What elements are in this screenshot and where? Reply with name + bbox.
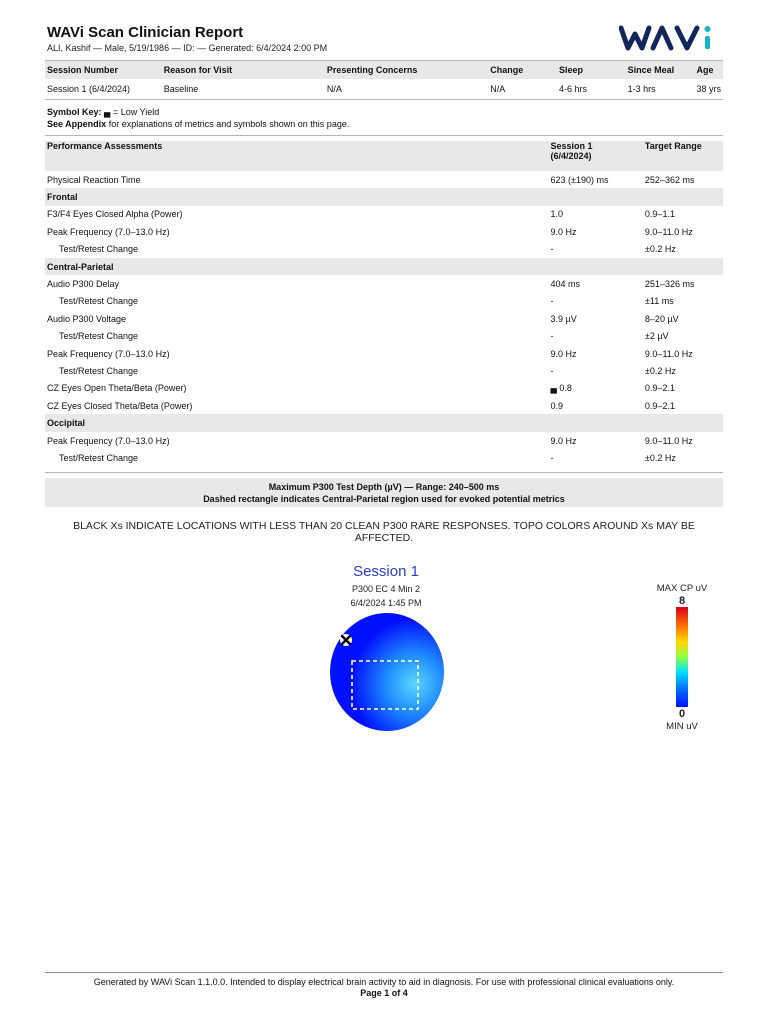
symbol-key-text: = Low Yield	[112, 107, 160, 117]
footer	[45, 977, 723, 999]
table-row	[45, 449, 723, 466]
table-row	[45, 380, 723, 397]
table-row	[45, 171, 723, 188]
target-range: 0.9–1.1	[644, 209, 675, 220]
scale-min: 0	[678, 708, 686, 720]
symbol-key-label: Symbol Key:	[47, 107, 102, 117]
target-range: 0.9–2.1	[644, 400, 675, 411]
session-value: -	[550, 331, 554, 342]
metric-name: Peak Frequency (7.0–13.0 Hz)	[47, 226, 170, 237]
head-outline	[330, 613, 444, 731]
page-number: Page 1 of 4	[360, 988, 408, 998]
session-value: 404 ms	[550, 279, 581, 290]
target-range: 9.0–11.0 Hz	[644, 226, 693, 237]
metric-name: CZ Eyes Open Theta/Beta (Power)	[47, 383, 187, 394]
table-row	[45, 79, 723, 100]
target-range: 9.0–11.0 Hz	[644, 348, 693, 359]
target-range: ±0.2 Hz	[644, 244, 676, 255]
topomap-datetime: 6/4/2024 1:45 PM	[350, 598, 422, 608]
col-sleep: Sleep	[557, 61, 626, 80]
caption-line-2: Dashed rectangle indicates Central-Parietal region used for evoked potential metrics	[203, 494, 565, 504]
table-row	[45, 223, 723, 240]
table-row	[45, 397, 723, 414]
metric-name: Audio P300 Voltage	[47, 313, 127, 324]
col-session-line2: (6/4/2024)	[550, 151, 592, 161]
cell-sleep: 4-6 hrs	[557, 79, 626, 100]
session-value: -	[550, 244, 554, 255]
topomap-condition: P300 EC 4 Min 2	[351, 584, 421, 594]
metric-name: Test/Retest Change	[59, 365, 139, 376]
target-range: ±11 ms	[644, 296, 674, 307]
scale-max: 8	[678, 595, 686, 607]
appendix-label: See Appendix	[47, 119, 107, 129]
session-value: -	[550, 452, 554, 463]
cell-age: 38 yrs	[694, 79, 723, 100]
table-row	[45, 293, 723, 310]
metric-name: Central-Parietal	[45, 258, 549, 275]
col-concerns: Presenting Concerns	[325, 61, 488, 80]
divider	[45, 135, 723, 136]
session-summary-table	[45, 60, 723, 100]
performance-table	[45, 141, 723, 467]
section-row	[45, 188, 723, 205]
target-range: 0.9–2.1	[644, 383, 675, 394]
col-age: Age	[694, 61, 723, 80]
session-value: 3.9 µV	[550, 313, 577, 324]
divider	[45, 472, 723, 473]
session-value: 623 (±190) ms	[550, 174, 609, 185]
cell-session: Session 1 (6/4/2024)	[45, 79, 162, 100]
cell-change: N/A	[488, 79, 557, 100]
report-page	[45, 0, 723, 1024]
section-row	[45, 414, 723, 431]
col-since-meal: Since Meal	[626, 61, 695, 80]
cell-since-meal: 1-3 hrs	[626, 79, 695, 100]
table-row	[45, 432, 723, 449]
footer-divider	[45, 972, 723, 973]
table-row	[45, 241, 723, 258]
metric-name: Peak Frequency (7.0–13.0 Hz)	[47, 348, 170, 359]
appendix-text: for explanations of metrics and symbols shown on this page.	[108, 119, 350, 129]
session-value: -	[550, 296, 554, 307]
session-value: 9.0 Hz	[550, 226, 577, 237]
patient-info: ALI, Kashif — Male, 5/19/1986 — ID: — Generated: 6/4/2024 2:00 PM	[47, 43, 328, 53]
metric-name: Test/Retest Change	[59, 244, 139, 255]
col-change: Change	[488, 61, 557, 80]
target-range	[643, 258, 723, 275]
target-range: ±0.2 Hz	[644, 365, 676, 376]
topomap-caption	[45, 478, 723, 507]
col-session-line1: Session 1	[550, 141, 593, 151]
metric-name: Frontal	[45, 188, 549, 205]
target-range: 251–326 ms	[644, 279, 695, 290]
col-session-number: Session Number	[45, 61, 162, 80]
table-row	[45, 310, 723, 327]
session-value	[549, 258, 643, 275]
table-row	[45, 328, 723, 345]
target-range: 9.0–11.0 Hz	[644, 435, 693, 446]
table-row	[45, 275, 723, 292]
target-range: ±2 µV	[644, 331, 669, 342]
footer-disclaimer: Generated by WAVi Scan 1.1.0.0. Intended to display electrical brain activity to aid in diagnosis. For use with professional clinical evaluations only.	[93, 977, 675, 987]
target-range: 252–362 ms	[644, 174, 695, 185]
session-value: 0.9	[550, 400, 564, 411]
cell-concerns: N/A	[325, 79, 488, 100]
session-value	[549, 414, 643, 431]
scale-min-label: MIN uV	[666, 721, 698, 732]
metric-name: Test/Retest Change	[59, 296, 139, 307]
session-value: 1.0	[550, 209, 564, 220]
p300-topomap	[329, 612, 445, 732]
table-row	[45, 362, 723, 379]
target-range	[643, 414, 723, 431]
metric-name: Test/Retest Change	[59, 452, 139, 463]
target-range: 8–20 µV	[644, 313, 679, 324]
col-reason: Reason for Visit	[162, 61, 325, 80]
low-yield-icon: ▄	[104, 107, 111, 117]
metric-name: Occipital	[45, 414, 549, 431]
symbol-key	[47, 106, 349, 130]
session-value: 9.0 Hz	[550, 435, 577, 446]
wavi-logo	[619, 22, 719, 54]
session-value: -	[550, 365, 554, 376]
metric-name: Peak Frequency (7.0–13.0 Hz)	[47, 435, 170, 446]
report-title: WAVi Scan Clinician Report	[47, 24, 244, 41]
caption-line-1: Maximum P300 Test Depth (µV) — Range: 240–500 ms	[268, 482, 500, 492]
col-session	[549, 141, 643, 171]
section-row	[45, 258, 723, 275]
col-assessment: Performance Assessments	[45, 141, 549, 171]
metric-name: Test/Retest Change	[59, 331, 139, 342]
metric-name: F3/F4 Eyes Closed Alpha (Power)	[47, 209, 183, 220]
cell-reason: Baseline	[162, 79, 325, 100]
low-response-x-icon	[340, 634, 352, 646]
topomap-title: Session 1	[353, 563, 419, 580]
target-range: ±0.2 Hz	[644, 452, 676, 463]
table-row	[45, 345, 723, 362]
metric-name: CZ Eyes Closed Theta/Beta (Power)	[47, 400, 193, 411]
session-value: ▄ 0.8	[550, 383, 572, 394]
color-scale-bar	[676, 607, 688, 707]
metric-name: Physical Reaction Time	[47, 174, 141, 185]
metric-name: Audio P300 Delay	[47, 279, 120, 290]
x-warning: BLACK Xs INDICATE LOCATIONS WITH LESS THAN 20 CLEAN P300 RARE RESPONSES. TOPO COLORS AROUND Xs MAY BE AFFECTED.	[73, 520, 695, 544]
performance-rows	[45, 171, 723, 467]
table-row	[45, 206, 723, 223]
col-target: Target Range	[643, 141, 723, 171]
target-range	[643, 188, 723, 205]
scale-title: MAX CP uV	[656, 583, 708, 594]
session-value: 9.0 Hz	[550, 348, 577, 359]
session-value	[549, 188, 643, 205]
